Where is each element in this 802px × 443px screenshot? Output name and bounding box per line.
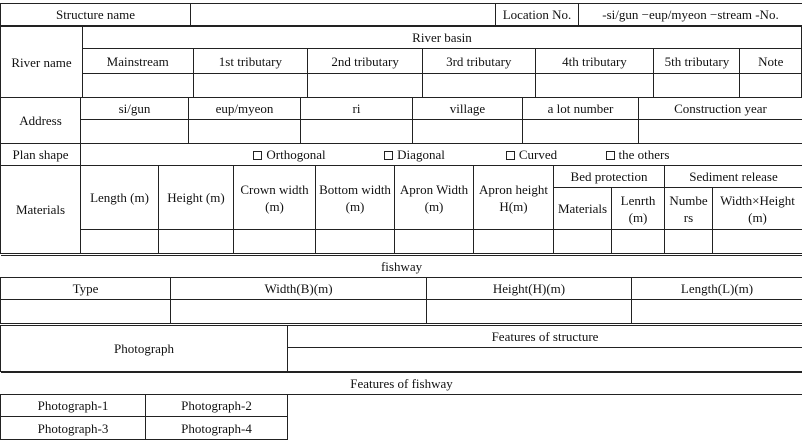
fishway-length-field[interactable] (632, 300, 802, 324)
tributary4-field[interactable] (535, 74, 654, 98)
features-fishway-label: Features of fishway (1, 373, 802, 395)
photograph-1[interactable]: Photograph-1 (1, 395, 146, 417)
fishway-title: fishway (1, 256, 802, 278)
width-field[interactable] (171, 300, 427, 324)
construction-year-field[interactable] (639, 120, 802, 144)
location-label: Location No. (496, 4, 579, 26)
type-field[interactable] (1, 300, 171, 324)
sr-numbers-field[interactable] (665, 230, 713, 254)
col-height: Height (m) (159, 166, 234, 230)
col-crown-width: Crown width (m) (234, 166, 316, 230)
plan-shape-label: Plan shape (1, 144, 81, 166)
col-fishway-height: Height(H)(m) (427, 278, 632, 300)
col-bottom-width: Bottom width (m) (316, 166, 395, 230)
col-fishway-length: Length(L)(m) (632, 278, 802, 300)
col-bp-materials: Materials (554, 188, 612, 230)
checkbox-icon[interactable] (384, 151, 393, 160)
si-gun-field[interactable] (81, 120, 189, 144)
river-table (0, 26, 802, 98)
features-fishway-field[interactable] (288, 395, 802, 440)
col-sr-size: Width×Height (m) (713, 188, 802, 230)
apron-width-field[interactable] (395, 230, 474, 254)
option-orthogonal[interactable]: Orthogonal (226, 144, 354, 166)
materials-table (0, 165, 802, 254)
col-sediment-release: Sediment release (665, 166, 802, 188)
crown-width-field[interactable] (234, 230, 316, 254)
location-field[interactable]: -si/gun −eup/myeon −stream -No. (579, 4, 802, 26)
checkbox-icon[interactable] (253, 151, 262, 160)
col-village: village (413, 98, 523, 120)
col-si-gun: si/gun (81, 98, 189, 120)
col-construction-year: Construction year (639, 98, 802, 120)
col-bed-protection: Bed protection (554, 166, 665, 188)
col-1st-tributary: 1st tributary (193, 49, 308, 74)
col-apron-width: Apron Width (m) (395, 166, 474, 230)
address-table (0, 97, 802, 144)
bp-materials-field[interactable] (554, 230, 612, 254)
fishway-table (0, 255, 802, 324)
lot-number-field[interactable] (523, 120, 639, 144)
col-sr-numbers: Numbe rs (665, 188, 713, 230)
col-note: Note (740, 49, 802, 74)
eup-myeon-field[interactable] (189, 120, 301, 144)
tributary1-field[interactable] (193, 74, 308, 98)
col-width: Width(B)(m) (171, 278, 427, 300)
mainstream-field[interactable] (82, 74, 193, 98)
col-mainstream: Mainstream (82, 49, 193, 74)
option-diagonal[interactable]: Diagonal (354, 144, 476, 166)
col-lot-number: a lot number (523, 98, 639, 120)
col-bp-length: Lenrth (m) (612, 188, 665, 230)
river-name-label: River name (1, 27, 83, 98)
col-eup-myeon: eup/myeon (189, 98, 301, 120)
photograph-4[interactable]: Photograph-4 (146, 417, 288, 440)
col-4th-tributary: 4th tributary (535, 49, 654, 74)
col-2nd-tributary: 2nd tributary (308, 49, 423, 74)
sr-size-field[interactable] (713, 230, 802, 254)
apron-height-field[interactable] (474, 230, 554, 254)
fishway-height-field[interactable] (427, 300, 632, 324)
structure-name-field[interactable] (191, 4, 496, 26)
col-ri: ri (301, 98, 413, 120)
option-curved[interactable]: Curved (476, 144, 588, 166)
height-field[interactable] (159, 230, 234, 254)
photograph-label: Photograph (1, 326, 288, 372)
fishway-features-table (0, 372, 802, 440)
note-field[interactable] (740, 74, 802, 98)
photograph-3[interactable]: Photograph-3 (1, 417, 146, 440)
col-apron-height: Apron height H(m) (474, 166, 554, 230)
address-label: Address (1, 98, 81, 144)
col-3rd-tributary: 3rd tributary (422, 49, 535, 74)
photograph-2[interactable]: Photograph-2 (146, 395, 288, 417)
ri-field[interactable] (301, 120, 413, 144)
col-5th-tributary: 5th tributary (654, 49, 740, 74)
option-others[interactable]: the others (588, 144, 802, 166)
photograph-table (0, 325, 802, 372)
tributary2-field[interactable] (308, 74, 423, 98)
structure-name-label: Structure name (1, 4, 191, 26)
materials-label: Materials (1, 166, 81, 254)
bp-length-field[interactable] (612, 230, 665, 254)
checkbox-icon[interactable] (506, 151, 515, 160)
col-type: Type (1, 278, 171, 300)
plan-shape-table (0, 143, 802, 166)
tributary5-field[interactable] (654, 74, 740, 98)
col-length: Length (m) (81, 166, 159, 230)
header-table (0, 3, 802, 26)
tributary3-field[interactable] (422, 74, 535, 98)
checkbox-icon[interactable] (606, 151, 615, 160)
river-basin-label: River basin (82, 27, 801, 49)
features-structure-field[interactable] (288, 348, 802, 372)
village-field[interactable] (413, 120, 523, 144)
length-field[interactable] (81, 230, 159, 254)
features-structure-label: Features of structure (288, 326, 802, 348)
bottom-width-field[interactable] (316, 230, 395, 254)
